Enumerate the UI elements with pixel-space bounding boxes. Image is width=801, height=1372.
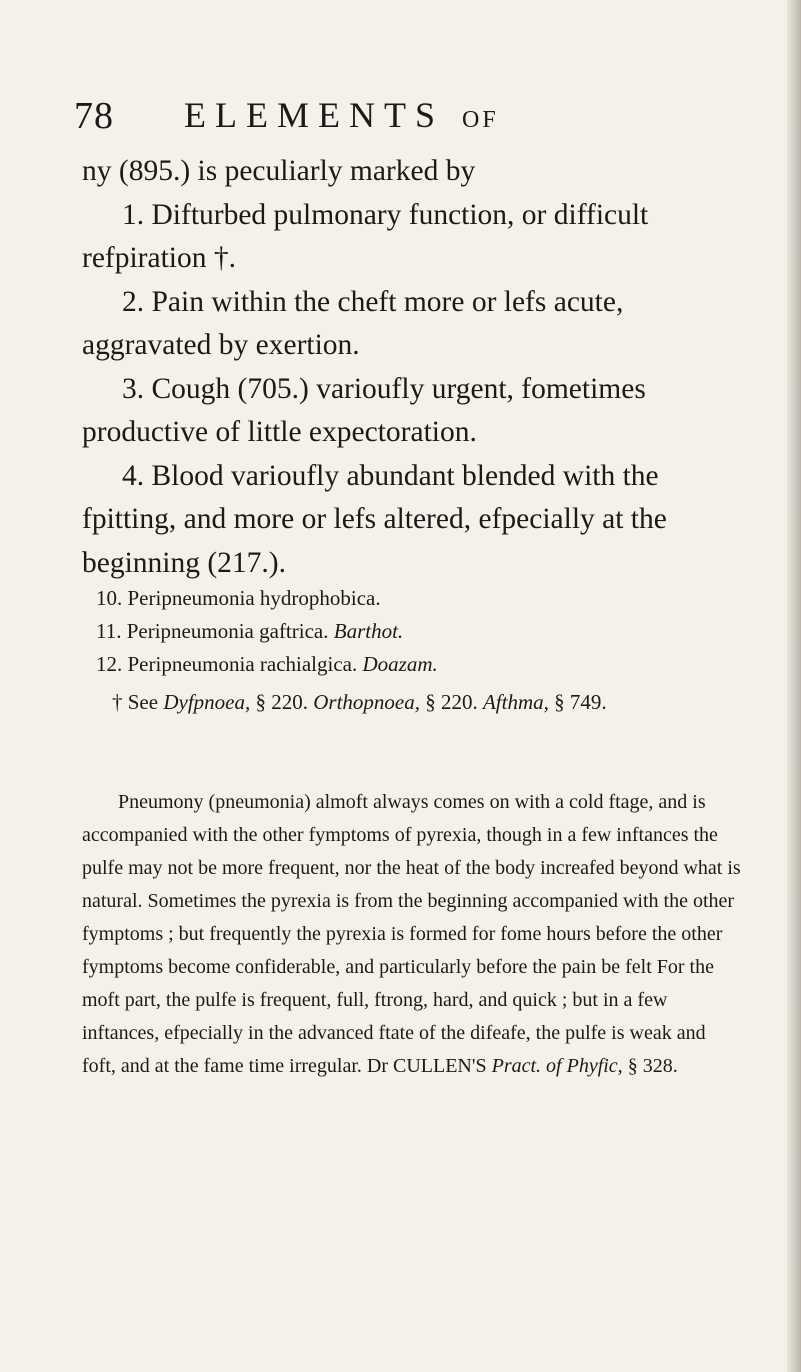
footnote-section: § 220. xyxy=(425,690,478,714)
synonym-number: 12. xyxy=(96,652,123,676)
commentary-text: Pneumony (pneumonia) almoft always comes on with a cold ftage, and is accompanied with the other fymptoms of pyrexia, though in a few inftances the pulfe may not be more frequent, nor the heat of the body increafed beyond what is natural. Sometimes the pyrexia is from the beginning accompanied with the other fymptoms ; but frequently the pyrexia is formed for fome hours before the other fymptoms become confiderable, and particularly before the pain be felt For the moft part, the pulfe is frequent, full, ftrong, hard, and quick ; but in a few inftances, efpecially in the advanced ftate of the difeafe, the pulfe is weak and foft, and at the fame time irregular. xyxy=(82,791,741,1077)
footnote xyxy=(96,686,736,719)
running-title-main: ELEMENTS xyxy=(184,95,444,135)
footnote-text xyxy=(96,686,736,719)
dagger-mark: † xyxy=(112,690,123,714)
synonym-12 xyxy=(96,648,736,681)
synonym-list xyxy=(96,582,736,681)
citation-section: § 328. xyxy=(627,1055,678,1077)
footnote-section: § 220. xyxy=(255,690,308,714)
footnote-see: See xyxy=(127,690,159,714)
citation-prefix: Dr xyxy=(366,1055,388,1077)
running-title-of: OF xyxy=(461,107,499,133)
footnote-section: § 749. xyxy=(554,690,607,714)
symptom-4: 4. Blood varioufly abundant blended with the fpitting, and more or lefs altered, efpecially at the beginning (217.). xyxy=(82,459,667,579)
synonym-number: 10. xyxy=(96,586,123,610)
synonym-number: 11. xyxy=(96,619,122,643)
lead-line: ny (895.) is peculiarly marked by xyxy=(82,155,476,187)
citation-author: CULLEN'S xyxy=(393,1055,487,1077)
footnote-ref-dyspnoea: Dyfpnoea, xyxy=(163,690,251,714)
synonym-author: Doazam. xyxy=(362,652,438,676)
footnote-ref-orthopnoea: Orthopnoea, xyxy=(313,690,420,714)
commentary xyxy=(82,786,742,1083)
synonym-11 xyxy=(96,615,736,648)
symptom-1: 1. Difturbed pulmonary function, or difficult refpiration †. xyxy=(82,198,649,274)
symptom-3: 3. Cough (705.) varioufly urgent, fometimes productive of little expectoration. xyxy=(82,372,646,448)
citation-work: Pract. of Phyfic, xyxy=(491,1055,623,1077)
synonym-name: Peripneumonia rachialgica. xyxy=(127,652,358,676)
synonym-name: Peripneumonia gaftrica. xyxy=(126,619,329,643)
page-edge-shadow xyxy=(787,0,801,1372)
running-title xyxy=(184,94,499,136)
running-head xyxy=(74,94,714,142)
synonym-author: Barthot. xyxy=(333,619,404,643)
synonym-name: Peripneumonia hydrophobica. xyxy=(127,586,381,610)
commentary-paragraph xyxy=(82,786,742,1083)
synonym-10 xyxy=(96,582,736,615)
footnote-ref-asthma: Afthma, xyxy=(482,690,549,714)
symptom-2: 2. Pain within the cheft more or lefs acute, aggravated by exertion. xyxy=(82,285,624,361)
main-text xyxy=(82,150,742,585)
page-number: 78 xyxy=(74,95,114,137)
